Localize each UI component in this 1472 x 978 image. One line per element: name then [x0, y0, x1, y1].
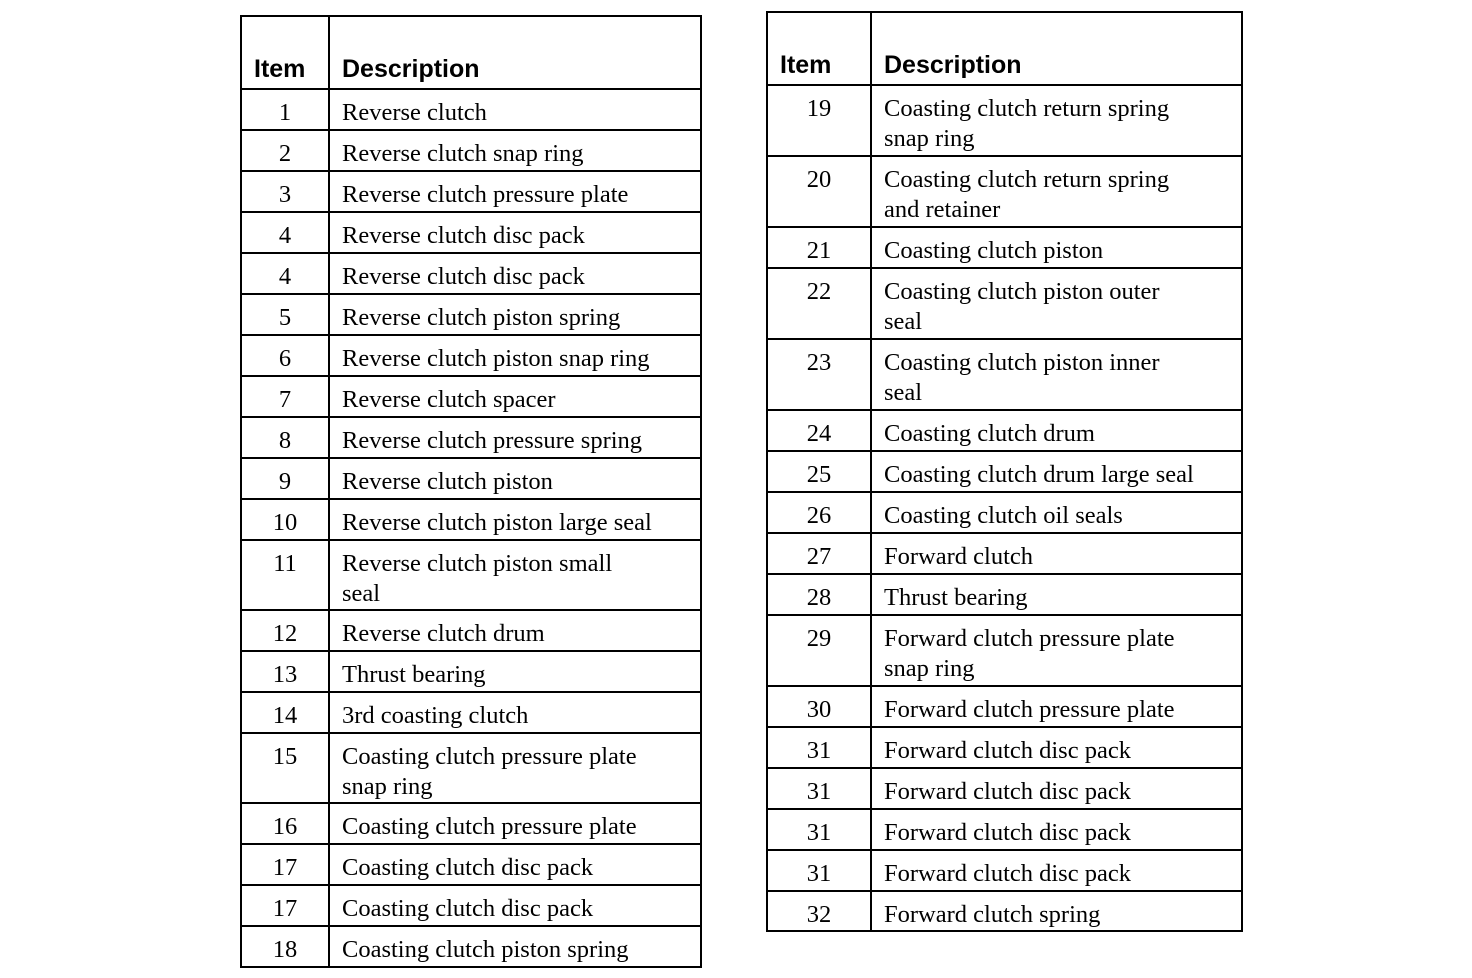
table-row [241, 294, 701, 335]
table-row [767, 615, 1242, 686]
item-number: 1 [241, 89, 329, 130]
table-row [767, 227, 1242, 268]
item-description: Reverse clutch piston snap ring [329, 335, 701, 376]
item-number: 23 [767, 339, 871, 410]
table-row [767, 492, 1242, 533]
item-number: 25 [767, 451, 871, 492]
item-number: 30 [767, 686, 871, 727]
item-description: Reverse clutch disc pack [329, 212, 701, 253]
item-number: 12 [241, 610, 329, 651]
item-number: 21 [767, 227, 871, 268]
item-number: 10 [241, 499, 329, 540]
table-row [767, 686, 1242, 727]
item-number: 31 [767, 768, 871, 809]
item-number: 20 [767, 156, 871, 227]
table-row [767, 85, 1242, 156]
table-row [241, 610, 701, 651]
item-description: Forward clutch disc pack [871, 727, 1242, 768]
item-description: Reverse clutch piston [329, 458, 701, 499]
table-row [241, 171, 701, 212]
item-number: 3 [241, 171, 329, 212]
item-description: Forward clutch spring [871, 891, 1242, 931]
item-number: 29 [767, 615, 871, 686]
item-number: 31 [767, 850, 871, 891]
item-number: 11 [241, 540, 329, 610]
table-row [767, 809, 1242, 850]
item-description: Coasting clutch pressure plate snap ring [329, 733, 701, 803]
right-header-row [767, 12, 1242, 85]
item-description: Forward clutch disc pack [871, 809, 1242, 850]
item-description: Coasting clutch disc pack [329, 844, 701, 885]
table-row [767, 574, 1242, 615]
left-header-row [241, 16, 701, 89]
item-description: Reverse clutch disc pack [329, 253, 701, 294]
table-row [241, 458, 701, 499]
table-row [241, 499, 701, 540]
table-row [241, 89, 701, 130]
table-row [241, 844, 701, 885]
table-row [241, 651, 701, 692]
item-description: Coasting clutch piston spring [329, 926, 701, 967]
item-number: 32 [767, 891, 871, 931]
table-row [767, 891, 1242, 931]
item-description: Forward clutch [871, 533, 1242, 574]
item-number: 26 [767, 492, 871, 533]
item-description: Thrust bearing [871, 574, 1242, 615]
item-number: 8 [241, 417, 329, 458]
item-column-header: Item [241, 16, 329, 89]
item-number: 15 [241, 733, 329, 803]
item-description: Reverse clutch pressure plate [329, 171, 701, 212]
item-description: Coasting clutch return spring and retainer [871, 156, 1242, 227]
item-number: 18 [241, 926, 329, 967]
item-description: Forward clutch disc pack [871, 768, 1242, 809]
table-row [241, 926, 701, 967]
item-number: 9 [241, 458, 329, 499]
item-number: 16 [241, 803, 329, 844]
left-parts-table [240, 15, 702, 968]
item-number: 13 [241, 651, 329, 692]
item-description: Thrust bearing [329, 651, 701, 692]
table-row [241, 885, 701, 926]
item-description: Coasting clutch pressure plate [329, 803, 701, 844]
item-description: Reverse clutch spacer [329, 376, 701, 417]
table-row [241, 212, 701, 253]
table-row [767, 410, 1242, 451]
item-description: Reverse clutch [329, 89, 701, 130]
item-description: Reverse clutch snap ring [329, 130, 701, 171]
table-row [767, 768, 1242, 809]
item-number: 31 [767, 727, 871, 768]
item-description: Forward clutch pressure plate snap ring [871, 615, 1242, 686]
table-row [767, 268, 1242, 339]
item-description: Coasting clutch piston outer seal [871, 268, 1242, 339]
item-number: 7 [241, 376, 329, 417]
item-description: 3rd coasting clutch [329, 692, 701, 733]
item-number: 27 [767, 533, 871, 574]
item-description: Forward clutch pressure plate [871, 686, 1242, 727]
item-description: Reverse clutch piston spring [329, 294, 701, 335]
item-description: Reverse clutch pressure spring [329, 417, 701, 458]
item-description: Coasting clutch drum large seal [871, 451, 1242, 492]
table-row [241, 376, 701, 417]
item-description: Coasting clutch piston inner seal [871, 339, 1242, 410]
right-parts-table [766, 11, 1243, 932]
item-description: Reverse clutch drum [329, 610, 701, 651]
table-row [241, 417, 701, 458]
item-description: Forward clutch disc pack [871, 850, 1242, 891]
item-number: 5 [241, 294, 329, 335]
table-row [767, 156, 1242, 227]
item-number: 19 [767, 85, 871, 156]
table-row [767, 727, 1242, 768]
table-row [241, 733, 701, 803]
table-row [241, 335, 701, 376]
table-row [241, 803, 701, 844]
item-number: 28 [767, 574, 871, 615]
item-description: Coasting clutch piston [871, 227, 1242, 268]
item-description: Coasting clutch disc pack [329, 885, 701, 926]
item-description: Reverse clutch piston small seal [329, 540, 701, 610]
table-row [241, 692, 701, 733]
item-number: 22 [767, 268, 871, 339]
item-number: 17 [241, 844, 329, 885]
table-row [241, 253, 701, 294]
item-description: Coasting clutch drum [871, 410, 1242, 451]
item-number: 4 [241, 212, 329, 253]
description-column-header: Description [871, 12, 1242, 85]
item-description: Reverse clutch piston large seal [329, 499, 701, 540]
table-row [767, 339, 1242, 410]
item-number: 17 [241, 885, 329, 926]
item-number: 6 [241, 335, 329, 376]
table-row [241, 130, 701, 171]
item-description: Coasting clutch return spring snap ring [871, 85, 1242, 156]
table-row [767, 451, 1242, 492]
item-number: 24 [767, 410, 871, 451]
table-row [767, 533, 1242, 574]
item-number: 31 [767, 809, 871, 850]
table-row [767, 850, 1242, 891]
item-description: Coasting clutch oil seals [871, 492, 1242, 533]
table-row [241, 540, 701, 610]
item-number: 4 [241, 253, 329, 294]
item-number: 14 [241, 692, 329, 733]
description-column-header: Description [329, 16, 701, 89]
item-column-header: Item [767, 12, 871, 85]
item-number: 2 [241, 130, 329, 171]
